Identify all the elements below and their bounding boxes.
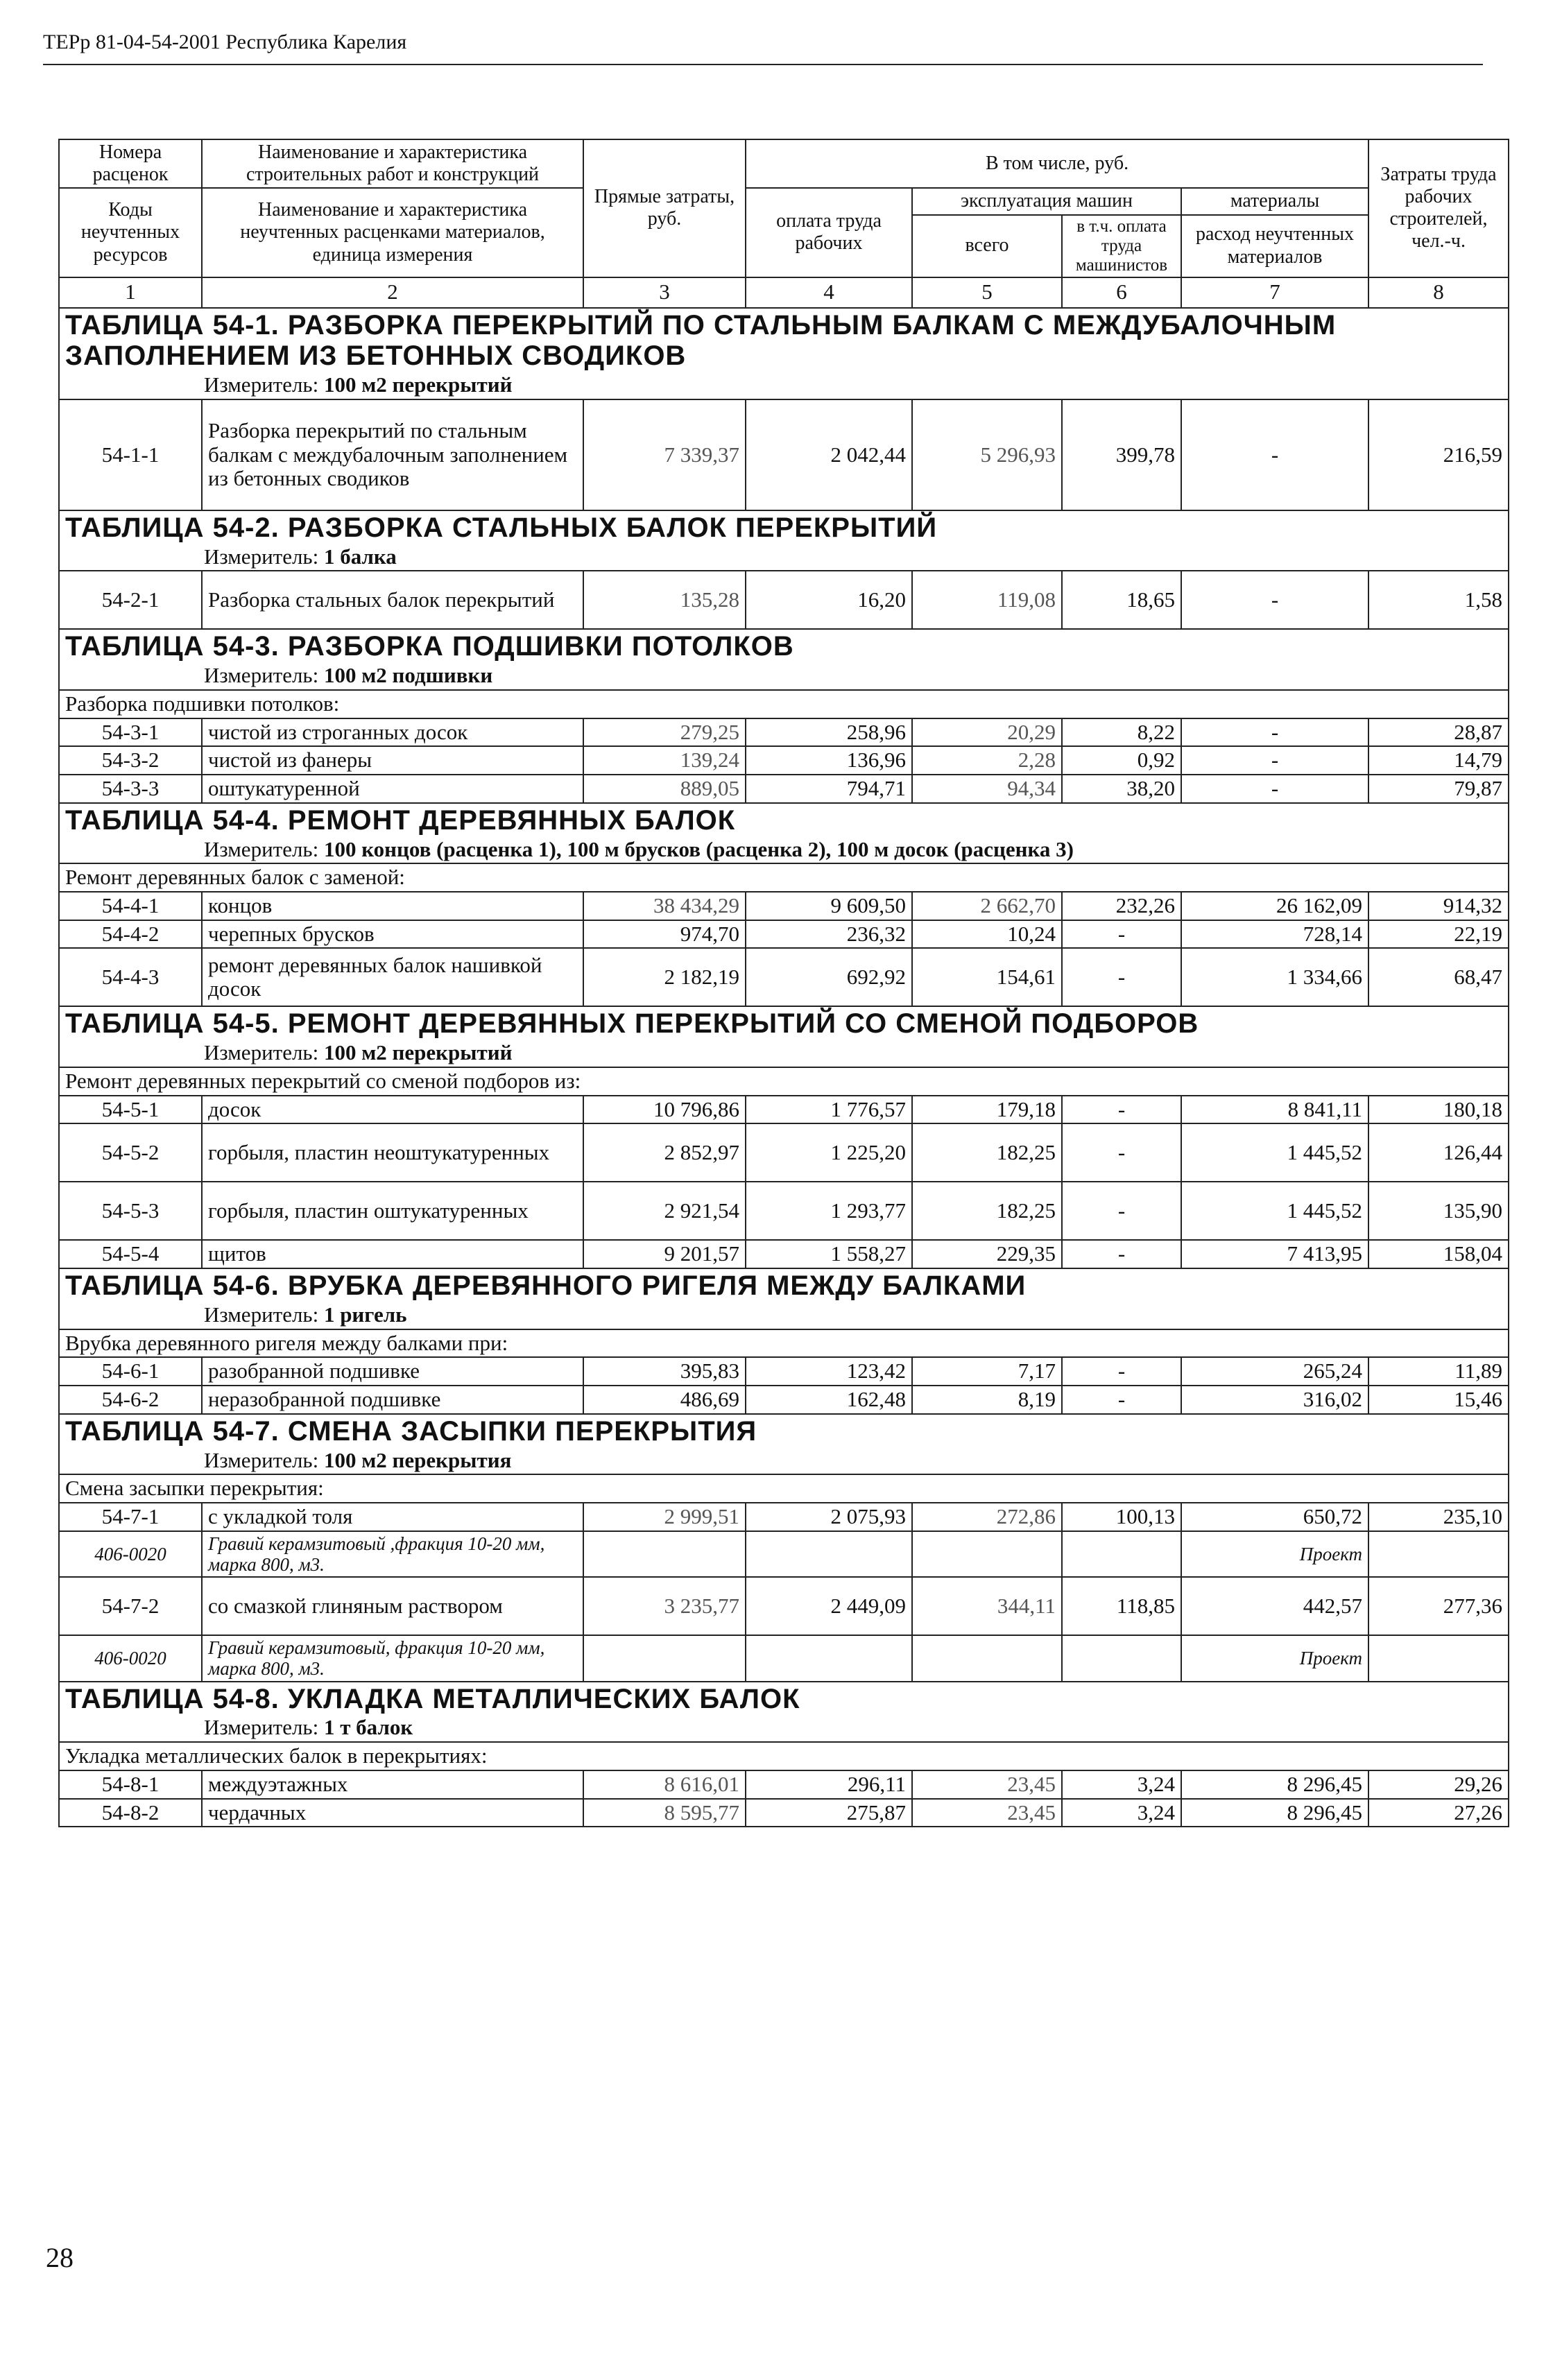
resource-row xyxy=(59,1531,1509,1577)
work-name: с укладкой толя xyxy=(202,1503,583,1531)
machine-cost: 154,61 xyxy=(912,948,1062,1006)
colnum-1: 1 xyxy=(59,277,202,308)
table-row xyxy=(59,1503,1509,1531)
work-name: досок xyxy=(202,1096,583,1124)
direct-cost: 9 201,57 xyxy=(583,1240,746,1268)
resource-row xyxy=(59,1635,1509,1681)
group-header: В том числе, руб. xyxy=(746,139,1368,188)
machine-cost: 119,08 xyxy=(912,571,1062,629)
resource-name: Гравий керамзитовый, фракция 10-20 мм, марка 800, м3. xyxy=(202,1635,583,1681)
col1-bottom-header: Коды неучтенных ресурсов xyxy=(59,188,202,277)
direct-cost: 3 235,77 xyxy=(583,1577,746,1635)
subheader: Ремонт деревянных перекрытий со сменой подборов из: xyxy=(59,1067,1509,1096)
direct-cost: 889,05 xyxy=(583,775,746,803)
work-name: со смазкой глиняным раствором xyxy=(202,1577,583,1635)
rate-code: 54-5-3 xyxy=(59,1182,202,1240)
section-title: ТАБЛИЦА 54-7. СМЕНА ЗАСЫПКИ ПЕРЕКРЫТИЯ xyxy=(65,1415,757,1447)
measure-label: Измеритель: xyxy=(204,1302,319,1327)
machine-cost: 8,19 xyxy=(912,1386,1062,1414)
measure-value: 100 м2 перекрытия xyxy=(323,1447,512,1472)
table-row xyxy=(59,1123,1509,1182)
labor-cost: 16,20 xyxy=(746,571,912,629)
measure-value: 1 т балок xyxy=(323,1715,413,1740)
measure-line xyxy=(65,1716,1502,1740)
rate-code: 54-4-2 xyxy=(59,920,202,949)
labor-cost: 1 776,57 xyxy=(746,1096,912,1124)
rate-code: 54-6-1 xyxy=(59,1357,202,1386)
section-header-54-2 xyxy=(59,510,1509,571)
measure-line xyxy=(65,1303,1502,1327)
labor-hours: 914,32 xyxy=(1368,892,1509,920)
labor-hours: 28,87 xyxy=(1368,718,1509,747)
material-cost: 1 334,66 xyxy=(1181,948,1368,1006)
direct-cost: 8 595,77 xyxy=(583,1799,746,1827)
col7-header: расход неучтенных материалов xyxy=(1181,215,1368,277)
material-cost: - xyxy=(1181,746,1368,775)
direct-cost: 2 182,19 xyxy=(583,948,746,1006)
rate-code: 54-8-1 xyxy=(59,1770,202,1799)
resource-code: 406-0020 xyxy=(59,1635,202,1681)
labor-hours: 27,26 xyxy=(1368,1799,1509,1827)
table-row xyxy=(59,718,1509,747)
section-title: ТАБЛИЦА 54-6. ВРУБКА ДЕРЕВЯННОГО РИГЕЛЯ МЕЖДУ БАЛКАМИ xyxy=(65,1270,1027,1302)
driver-cost: 232,26 xyxy=(1062,892,1181,920)
page-header: ТЕРр 81-04-54-2001 Республика Карелия xyxy=(43,31,1483,65)
measure-label: Измеритель: xyxy=(204,1040,319,1065)
driver-cost: - xyxy=(1062,1240,1181,1268)
table-row xyxy=(59,1577,1509,1635)
labor-hours: 22,19 xyxy=(1368,920,1509,949)
material-cost: 1 445,52 xyxy=(1181,1123,1368,1182)
section-header-54-7 xyxy=(59,1414,1509,1475)
machine-cost: 272,86 xyxy=(912,1503,1062,1531)
labor-hours: 14,79 xyxy=(1368,746,1509,775)
machine-cost: 94,34 xyxy=(912,775,1062,803)
rate-code: 54-3-2 xyxy=(59,746,202,775)
table-row xyxy=(59,1799,1509,1827)
measure-line xyxy=(65,373,1502,397)
labor-cost: 296,11 xyxy=(746,1770,912,1799)
section-header-54-8 xyxy=(59,1682,1509,1743)
resource-name: Гравий керамзитовый ,фракция 10-20 мм, марка 800, м3. xyxy=(202,1531,583,1577)
resource-material: Проект xyxy=(1181,1531,1368,1577)
subheader-row xyxy=(59,1067,1509,1096)
material-cost: 650,72 xyxy=(1181,1503,1368,1531)
labor-hours: 1,58 xyxy=(1368,571,1509,629)
rate-code: 54-3-1 xyxy=(59,718,202,747)
subheader-row xyxy=(59,863,1509,892)
subheader-row xyxy=(59,1329,1509,1358)
labor-cost: 1 225,20 xyxy=(746,1123,912,1182)
direct-cost: 135,28 xyxy=(583,571,746,629)
direct-cost: 8 616,01 xyxy=(583,1770,746,1799)
work-name: чердачных xyxy=(202,1799,583,1827)
labor-cost: 1 558,27 xyxy=(746,1240,912,1268)
machine-cost: 23,45 xyxy=(912,1770,1062,1799)
labor-hours: 68,47 xyxy=(1368,948,1509,1006)
labor-hours: 135,90 xyxy=(1368,1182,1509,1240)
labor-hours: 158,04 xyxy=(1368,1240,1509,1268)
driver-cost: 118,85 xyxy=(1062,1577,1181,1635)
direct-cost: 2 999,51 xyxy=(583,1503,746,1531)
work-name: Разборка стальных балок перекрытий xyxy=(202,571,583,629)
colnum-2: 2 xyxy=(202,277,583,308)
col4-header: оплата труда рабочих xyxy=(746,188,912,277)
table-row xyxy=(59,1096,1509,1124)
material-cost: 26 162,09 xyxy=(1181,892,1368,920)
direct-cost: 10 796,86 xyxy=(583,1096,746,1124)
labor-cost: 1 293,77 xyxy=(746,1182,912,1240)
section-header-54-3 xyxy=(59,629,1509,690)
work-name: горбыля, пластин оштукатуренных xyxy=(202,1182,583,1240)
colnum-5: 5 xyxy=(912,277,1062,308)
labor-cost: 162,48 xyxy=(746,1386,912,1414)
col2-top-header: Наименование и характеристика строительных работ и конструкций xyxy=(202,139,583,188)
table-row xyxy=(59,775,1509,803)
page-number: 28 xyxy=(46,2242,74,2273)
driver-cost: - xyxy=(1062,1357,1181,1386)
labor-cost: 136,96 xyxy=(746,746,912,775)
section-header-54-5 xyxy=(59,1006,1509,1067)
labor-cost: 258,96 xyxy=(746,718,912,747)
measure-label: Измеритель: xyxy=(204,372,319,397)
section-header-54-6 xyxy=(59,1268,1509,1329)
subheader: Врубка деревянного ригеля между балками при: xyxy=(59,1329,1509,1358)
measure-value: 100 м2 подшивки xyxy=(323,663,493,688)
rate-code: 54-5-1 xyxy=(59,1096,202,1124)
material-cost: 265,24 xyxy=(1181,1357,1368,1386)
direct-cost: 279,25 xyxy=(583,718,746,747)
colnum-3: 3 xyxy=(583,277,746,308)
measure-label: Измеритель: xyxy=(204,1447,319,1472)
table-row xyxy=(59,948,1509,1006)
direct-cost: 2 921,54 xyxy=(583,1182,746,1240)
direct-cost: 486,69 xyxy=(583,1386,746,1414)
measure-line xyxy=(65,1041,1502,1065)
rate-code: 54-6-2 xyxy=(59,1386,202,1414)
machine-cost: 182,25 xyxy=(912,1182,1062,1240)
colnum-8: 8 xyxy=(1368,277,1509,308)
rate-code: 54-3-3 xyxy=(59,775,202,803)
section-header-54-4 xyxy=(59,803,1509,864)
direct-cost: 395,83 xyxy=(583,1357,746,1386)
work-name: ремонт деревянных балок нашивкой досок xyxy=(202,948,583,1006)
work-name: горбыля, пластин неоштукатуренных xyxy=(202,1123,583,1182)
subheader: Разборка подшивки потолков: xyxy=(59,690,1509,718)
table-row xyxy=(59,892,1509,920)
table-row xyxy=(59,571,1509,629)
col6-header: в т.ч. оплата труда машинистов xyxy=(1062,215,1181,277)
subheader-row xyxy=(59,690,1509,718)
measure-line xyxy=(65,545,1502,569)
work-name: оштукатуренной xyxy=(202,775,583,803)
measure-label: Измеритель: xyxy=(204,836,319,861)
col1-top-header: Номера расценок xyxy=(59,139,202,188)
material-cost: 316,02 xyxy=(1181,1386,1368,1414)
measure-label: Измеритель: xyxy=(204,544,319,569)
direct-cost: 7 339,37 xyxy=(583,399,746,510)
colnum-4: 4 xyxy=(746,277,912,308)
col8-header: Затраты труда рабочих строителей, чел.-ч. xyxy=(1368,139,1509,277)
measure-value: 100 концов (расценка 1), 100 м брусков (расценка 2), 100 м досок (расценка 3) xyxy=(323,836,1074,861)
material-cost: - xyxy=(1181,571,1368,629)
rate-code: 54-8-2 xyxy=(59,1799,202,1827)
column-numbers-row xyxy=(59,277,1509,308)
materials-header: материалы xyxy=(1181,188,1368,214)
material-cost: 728,14 xyxy=(1181,920,1368,949)
machine-cost: 229,35 xyxy=(912,1240,1062,1268)
driver-cost: - xyxy=(1062,948,1181,1006)
rate-code: 54-7-2 xyxy=(59,1577,202,1635)
resource-material: Проект xyxy=(1181,1635,1368,1681)
labor-cost: 236,32 xyxy=(746,920,912,949)
measure-label: Измеритель: xyxy=(204,1715,319,1740)
labor-hours: 126,44 xyxy=(1368,1123,1509,1182)
table-row xyxy=(59,1386,1509,1414)
labor-cost: 275,87 xyxy=(746,1799,912,1827)
labor-hours: 15,46 xyxy=(1368,1386,1509,1414)
rate-code: 54-2-1 xyxy=(59,571,202,629)
work-name: Разборка перекрытий по стальным балкам с междубалочным заполнением из бетонных сводиков xyxy=(202,399,583,510)
measure-line xyxy=(65,664,1502,688)
driver-cost: 38,20 xyxy=(1062,775,1181,803)
col2-bottom-header: Наименование и характеристика неучтенных расценками материалов, единица измерения xyxy=(202,188,583,277)
driver-cost: 8,22 xyxy=(1062,718,1181,747)
machine-cost: 7,17 xyxy=(912,1357,1062,1386)
col5-header: всего xyxy=(912,215,1062,277)
labor-cost: 2 042,44 xyxy=(746,399,912,510)
rate-code: 54-1-1 xyxy=(59,399,202,510)
machines-header: эксплуатация машин xyxy=(912,188,1181,214)
rates-table xyxy=(58,139,1509,1827)
machine-cost: 23,45 xyxy=(912,1799,1062,1827)
colnum-6: 6 xyxy=(1062,277,1181,308)
machine-cost: 182,25 xyxy=(912,1123,1062,1182)
material-cost: 1 445,52 xyxy=(1181,1182,1368,1240)
rate-code: 54-4-3 xyxy=(59,948,202,1006)
section-header-54-1 xyxy=(59,308,1509,399)
section-title: ТАБЛИЦА 54-2. РАЗБОРКА СТАЛЬНЫХ БАЛОК ПЕРЕКРЫТИЙ xyxy=(65,512,938,543)
driver-cost: - xyxy=(1062,1096,1181,1124)
work-name: неразобранной подшивке xyxy=(202,1386,583,1414)
labor-cost: 692,92 xyxy=(746,948,912,1006)
labor-hours: 180,18 xyxy=(1368,1096,1509,1124)
subheader-row xyxy=(59,1474,1509,1503)
header-row-2 xyxy=(59,188,1509,214)
table-row xyxy=(59,1240,1509,1268)
measure-label: Измеритель: xyxy=(204,663,319,688)
driver-cost: - xyxy=(1062,1386,1181,1414)
material-cost: - xyxy=(1181,775,1368,803)
section-title: ТАБЛИЦА 54-8. УКЛАДКА МЕТАЛЛИЧЕСКИХ БАЛОК xyxy=(65,1683,800,1714)
driver-cost: 100,13 xyxy=(1062,1503,1181,1531)
material-cost: 7 413,95 xyxy=(1181,1240,1368,1268)
labor-cost: 2 075,93 xyxy=(746,1503,912,1531)
colnum-7: 7 xyxy=(1181,277,1368,308)
measure-line xyxy=(65,838,1502,862)
material-cost: 8 296,45 xyxy=(1181,1799,1368,1827)
machine-cost: 2 662,70 xyxy=(912,892,1062,920)
table-row xyxy=(59,399,1509,510)
labor-hours: 11,89 xyxy=(1368,1357,1509,1386)
measure-value: 100 м2 перекрытий xyxy=(323,372,513,397)
work-name: чистой из строганных досок xyxy=(202,718,583,747)
work-name: черепных брусков xyxy=(202,920,583,949)
section-title: ТАБЛИЦА 54-4. РЕМОНТ ДЕРЕВЯННЫХ БАЛОК xyxy=(65,804,736,836)
machine-cost: 2,28 xyxy=(912,746,1062,775)
machine-cost: 344,11 xyxy=(912,1577,1062,1635)
labor-hours: 79,87 xyxy=(1368,775,1509,803)
driver-cost: - xyxy=(1062,1182,1181,1240)
work-name: концов xyxy=(202,892,583,920)
driver-cost: 3,24 xyxy=(1062,1799,1181,1827)
measure-line xyxy=(65,1449,1502,1473)
driver-cost: 0,92 xyxy=(1062,746,1181,775)
work-name: междуэтажных xyxy=(202,1770,583,1799)
section-title: ТАБЛИЦА 54-5. РЕМОНТ ДЕРЕВЯННЫХ ПЕРЕКРЫТИЙ СО СМЕНОЙ ПОДБОРОВ xyxy=(65,1008,1199,1040)
driver-cost: 18,65 xyxy=(1062,571,1181,629)
labor-hours: 235,10 xyxy=(1368,1503,1509,1531)
section-title: ТАБЛИЦА 54-3. РАЗБОРКА ПОДШИВКИ ПОТОЛКОВ xyxy=(65,631,794,662)
measure-value: 1 балка xyxy=(323,544,397,569)
driver-cost: - xyxy=(1062,1123,1181,1182)
machine-cost: 10,24 xyxy=(912,920,1062,949)
subheader: Укладка металлических балок в перекрытиях: xyxy=(59,1742,1509,1770)
measure-value: 100 м2 перекрытий xyxy=(323,1040,513,1065)
labor-hours: 29,26 xyxy=(1368,1770,1509,1799)
labor-cost: 9 609,50 xyxy=(746,892,912,920)
labor-cost: 2 449,09 xyxy=(746,1577,912,1635)
material-cost: 442,57 xyxy=(1181,1577,1368,1635)
rate-code: 54-4-1 xyxy=(59,892,202,920)
section-title: ТАБЛИЦА 54-1. РАЗБОРКА ПЕРЕКРЫТИЙ ПО СТАЛЬНЫМ БАЛКАМ С МЕЖДУБАЛОЧНЫМ ЗАПОЛНЕНИЕМ ИЗ БЕТОННЫХ СВОДИКОВ xyxy=(65,309,1337,372)
machine-cost: 179,18 xyxy=(912,1096,1062,1124)
measure-value: 1 ригель xyxy=(323,1302,407,1327)
material-cost: - xyxy=(1181,399,1368,510)
table-row xyxy=(59,746,1509,775)
table-row xyxy=(59,1357,1509,1386)
rate-code: 54-5-2 xyxy=(59,1123,202,1182)
subheader: Ремонт деревянных балок с заменой: xyxy=(59,863,1509,892)
driver-cost: - xyxy=(1062,920,1181,949)
work-name: щитов xyxy=(202,1240,583,1268)
direct-cost: 974,70 xyxy=(583,920,746,949)
labor-cost: 794,71 xyxy=(746,775,912,803)
driver-cost: 399,78 xyxy=(1062,399,1181,510)
resource-code: 406-0020 xyxy=(59,1531,202,1577)
subheader-row xyxy=(59,1742,1509,1770)
material-cost: 8 296,45 xyxy=(1181,1770,1368,1799)
direct-cost: 38 434,29 xyxy=(583,892,746,920)
machine-cost: 20,29 xyxy=(912,718,1062,747)
direct-cost: 139,24 xyxy=(583,746,746,775)
rate-code: 54-7-1 xyxy=(59,1503,202,1531)
labor-hours: 216,59 xyxy=(1368,399,1509,510)
table-row xyxy=(59,920,1509,949)
material-cost: 8 841,11 xyxy=(1181,1096,1368,1124)
labor-cost: 123,42 xyxy=(746,1357,912,1386)
rate-code: 54-5-4 xyxy=(59,1240,202,1268)
material-cost: - xyxy=(1181,718,1368,747)
header-row-1 xyxy=(59,139,1509,188)
subheader: Смена засыпки перекрытия: xyxy=(59,1474,1509,1503)
work-name: чистой из фанеры xyxy=(202,746,583,775)
work-name: разобранной подшивке xyxy=(202,1357,583,1386)
table-row xyxy=(59,1182,1509,1240)
col3-header: Прямые затраты, руб. xyxy=(583,139,746,277)
driver-cost: 3,24 xyxy=(1062,1770,1181,1799)
table-row xyxy=(59,1770,1509,1799)
direct-cost: 2 852,97 xyxy=(583,1123,746,1182)
labor-hours: 277,36 xyxy=(1368,1577,1509,1635)
machine-cost: 5 296,93 xyxy=(912,399,1062,510)
